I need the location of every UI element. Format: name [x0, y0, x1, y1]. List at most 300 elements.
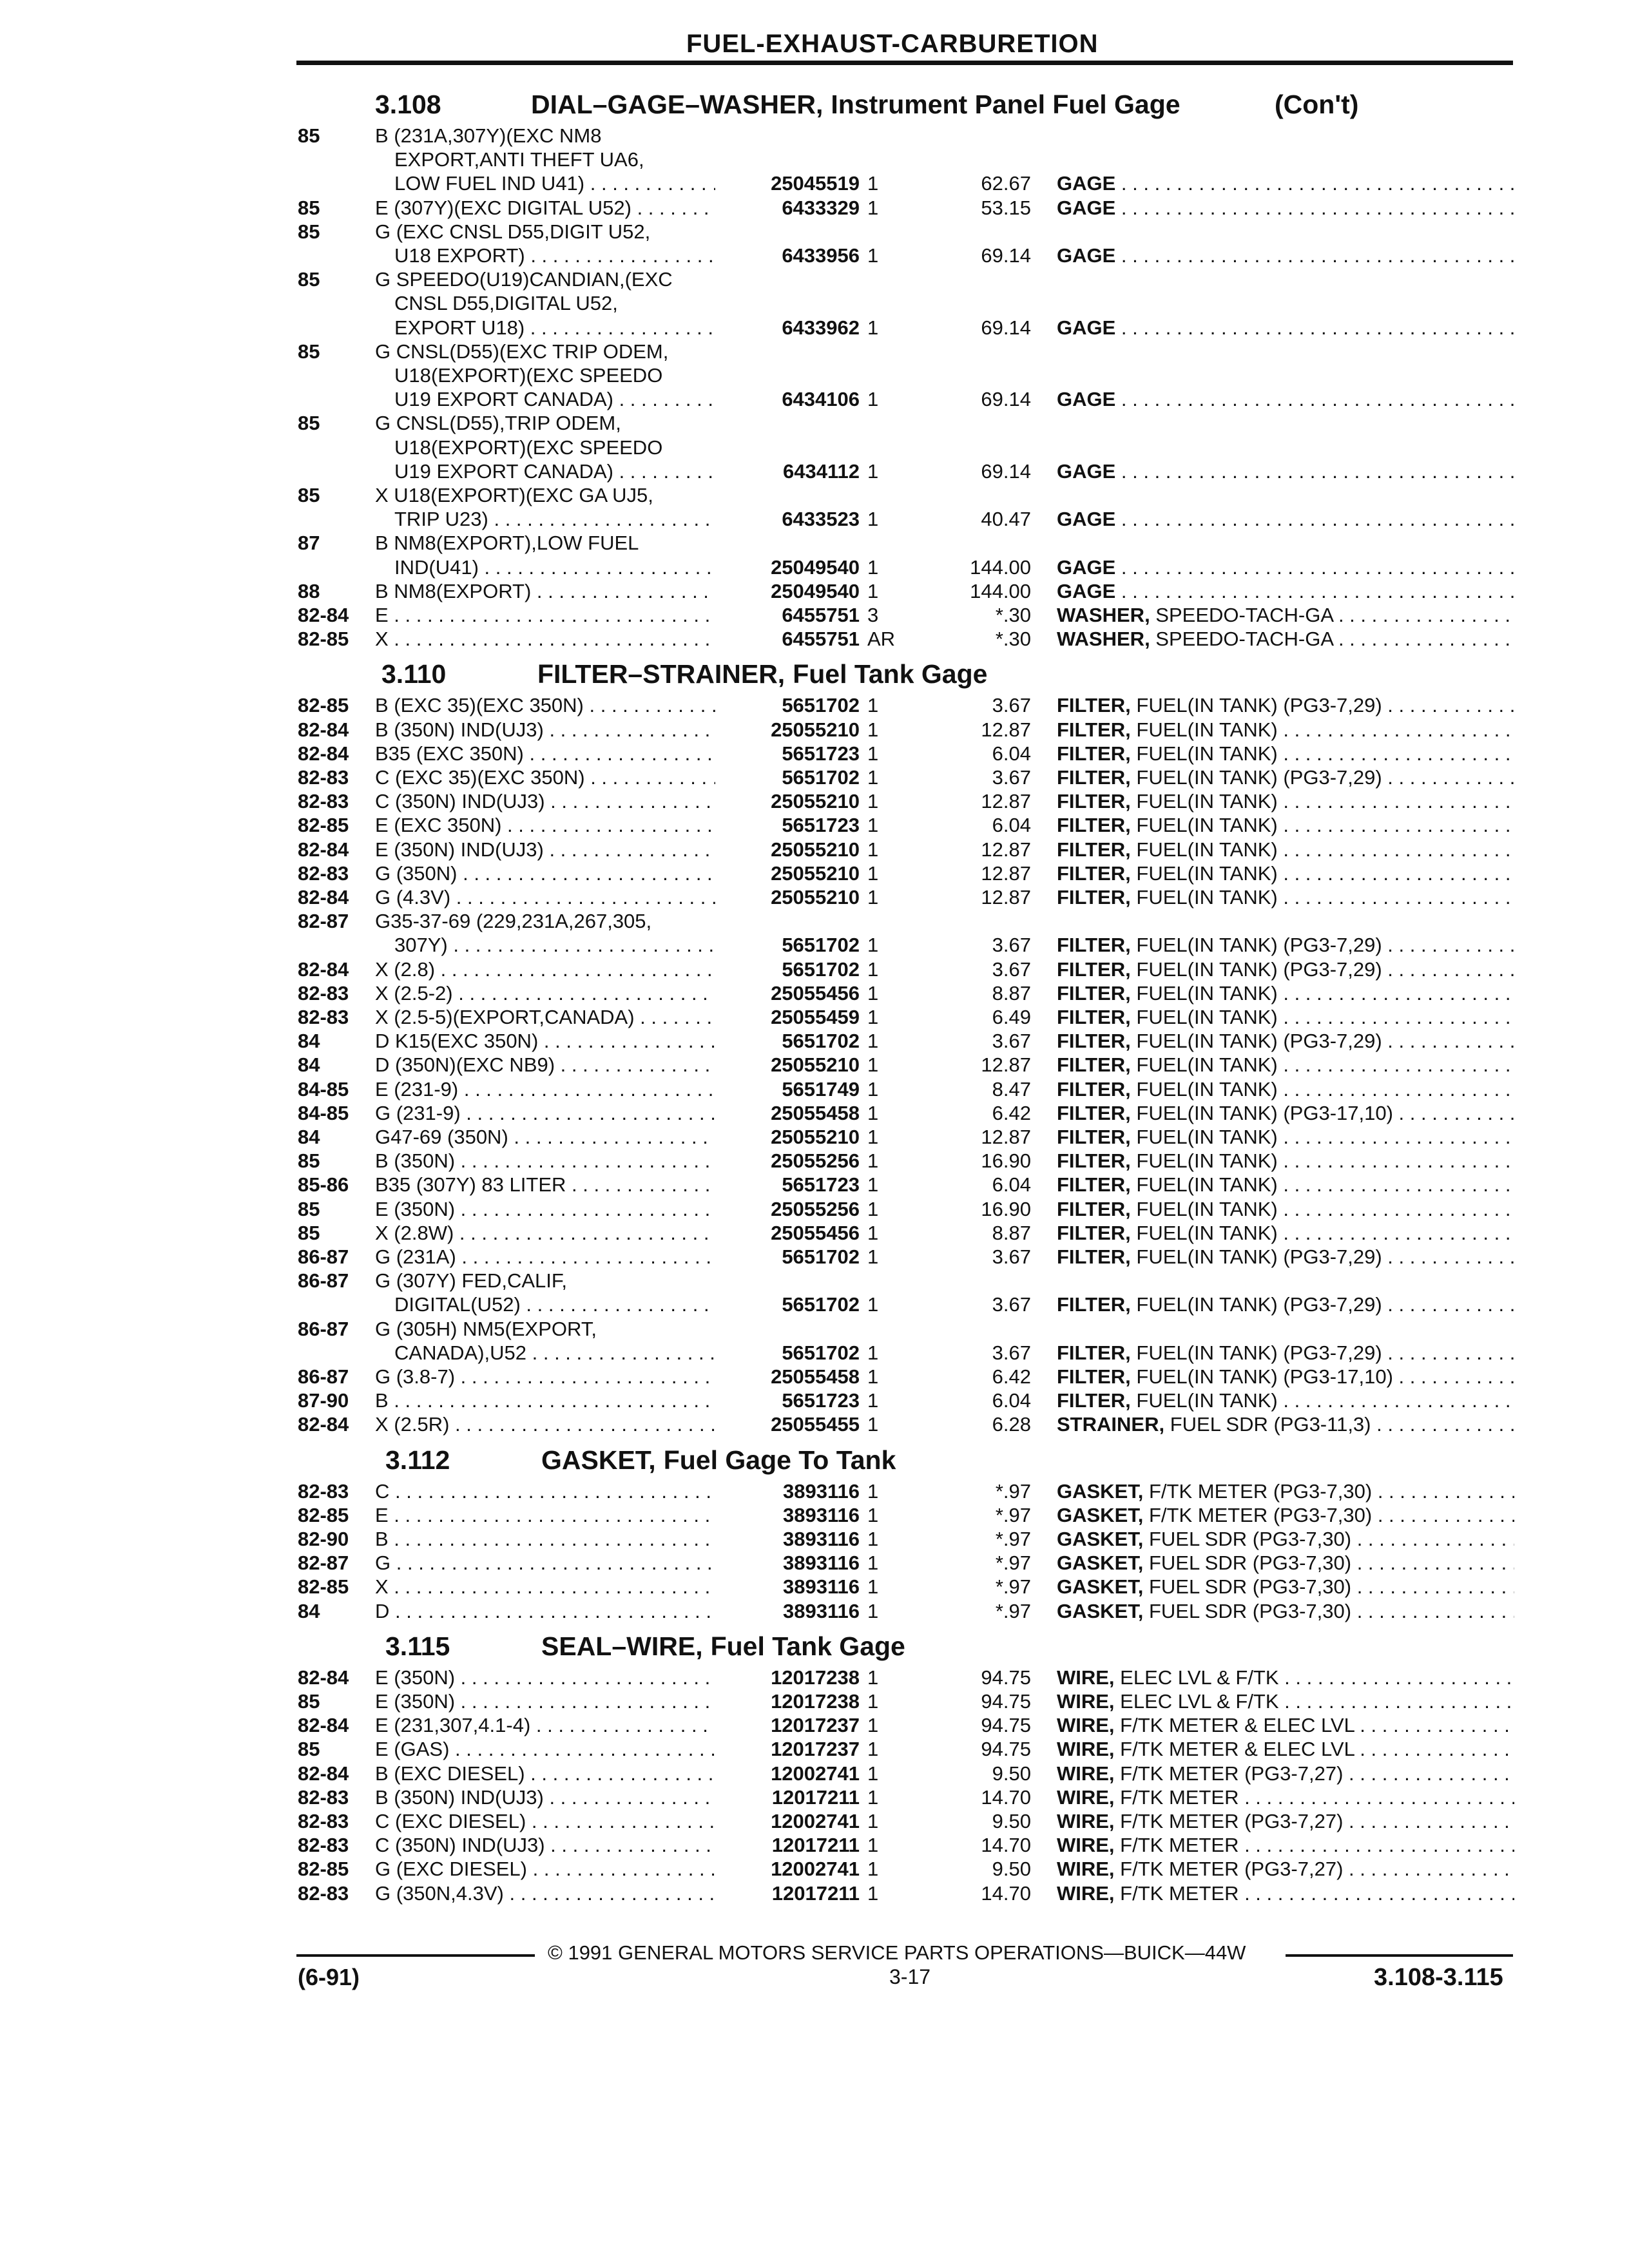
model-year: 85 — [298, 1198, 320, 1220]
quantity: 1 — [867, 556, 879, 579]
section-title-sub: Fuel Tank Gage — [710, 1631, 905, 1661]
usage-description: E (231,307,4.1-4) . . . — [375, 1713, 715, 1737]
price: 94.75 — [981, 1666, 1031, 1689]
price: *.97 — [995, 1600, 1031, 1622]
table-row — [0, 1689, 1629, 1713]
price: 69.14 — [981, 460, 1031, 483]
usage-description: B (350N) IND(UJ3) . . . — [375, 1785, 715, 1809]
part-name — [1057, 1077, 1514, 1101]
table-row — [0, 220, 1629, 244]
part-number: 5651723 — [782, 1389, 860, 1412]
part-name — [1057, 1053, 1514, 1077]
model-year: 82-87 — [298, 910, 349, 932]
part-name-bold: FILTER, — [1057, 1245, 1131, 1268]
part-name-bold: GAGE — [1057, 197, 1116, 219]
usage-description: G (EXC DIESEL) . . . — [375, 1857, 715, 1881]
part-number: 25049540 — [771, 580, 860, 602]
table-row — [0, 1833, 1629, 1857]
part-name-bold: FILTER, — [1057, 766, 1131, 789]
price: 12.87 — [981, 1053, 1031, 1076]
part-name — [1057, 957, 1514, 981]
part-number: 25055210 — [771, 886, 860, 908]
price: 3.67 — [992, 1245, 1031, 1268]
price: *.30 — [995, 604, 1031, 626]
part-number: 3893116 — [783, 1528, 860, 1550]
price: 144.00 — [970, 556, 1031, 579]
part-name-bold: WIRE, — [1057, 1882, 1115, 1905]
part-name-rest: FUEL(IN TANK) (PG3-17,10) — [1130, 1102, 1393, 1124]
price: 69.14 — [981, 388, 1031, 410]
part-name-rest: FUEL(IN TANK) — [1130, 1149, 1278, 1172]
usage-description: B (231A,307Y)(EXC NM8 — [375, 124, 602, 147]
price: 3.67 — [992, 958, 1031, 981]
model-year: 88 — [298, 580, 320, 602]
table-row — [0, 789, 1629, 813]
quantity: 1 — [867, 508, 879, 530]
table-row — [0, 1575, 1629, 1599]
section-title-sub: Fuel Gage To Tank — [663, 1445, 896, 1475]
model-year: 82-85 — [298, 694, 349, 716]
quantity: 1 — [867, 694, 879, 716]
part-number: 5651702 — [782, 934, 860, 956]
usage-description: G (4.3V) . . . — [375, 885, 715, 909]
part-name-rest: FUEL(IN TANK) — [1130, 742, 1278, 765]
table-row — [0, 909, 1629, 933]
model-year: 84 — [298, 1126, 320, 1148]
table-row — [0, 933, 1629, 957]
table-row — [0, 693, 1629, 717]
part-name — [1057, 1245, 1514, 1269]
part-name-rest: FUEL(IN TANK) — [1130, 1126, 1278, 1148]
table-row — [0, 340, 1629, 363]
table-row — [0, 1479, 1629, 1503]
part-name — [1057, 1293, 1514, 1316]
table-row — [0, 124, 1629, 148]
part-name-rest: SPEEDO-TACH-GA — [1150, 604, 1333, 626]
quantity: 1 — [867, 766, 879, 789]
part-number: 3893116 — [783, 1600, 860, 1622]
part-name — [1057, 861, 1514, 885]
table-row — [0, 483, 1629, 507]
part-number: 5651749 — [782, 1078, 860, 1100]
usage-description: E (350N) . . . — [375, 1689, 715, 1713]
part-name-bold: GASKET, — [1057, 1480, 1144, 1503]
footer-rule-right — [1286, 1954, 1513, 1957]
part-number: 12017238 — [771, 1690, 860, 1713]
part-number: 3893116 — [783, 1504, 860, 1526]
usage-description: B NM8(EXPORT),LOW FUEL — [375, 532, 639, 554]
usage-description: C (EXC 35)(EXC 350N) . . . — [375, 765, 715, 789]
usage-description: E (307Y)(EXC DIGITAL U52) . . . — [375, 196, 715, 220]
usage-description: X (2.5-2) . . . — [375, 981, 715, 1005]
usage-description: G (231-9) . . . — [375, 1101, 715, 1125]
usage-description: G (3.8-7) . . . — [375, 1365, 715, 1389]
table-row — [0, 1713, 1629, 1737]
quantity: 1 — [867, 1786, 879, 1809]
usage-description: E . . . — [375, 603, 715, 627]
usage-description: B NM8(EXPORT) . . . — [375, 579, 715, 603]
table-row — [0, 1857, 1629, 1881]
table-row — [0, 1503, 1629, 1527]
table-row — [0, 861, 1629, 885]
quantity: 1 — [867, 1575, 879, 1598]
model-year: 85 — [298, 1690, 320, 1713]
quantity: 1 — [867, 1078, 879, 1100]
quantity: 1 — [867, 1528, 879, 1550]
table-row — [0, 1197, 1629, 1221]
part-name-bold: FILTER, — [1057, 958, 1131, 981]
part-name-bold: WIRE, — [1057, 1738, 1115, 1760]
part-number: 5651723 — [782, 1173, 860, 1196]
model-year: 85 — [298, 268, 320, 291]
model-year: 85 — [298, 1149, 320, 1172]
part-number: 25055210 — [771, 718, 860, 741]
part-name-bold: GAGE — [1057, 172, 1116, 195]
part-name-bold: FILTER, — [1057, 1149, 1131, 1172]
model-year: 82-83 — [298, 1834, 349, 1856]
usage-description: B (350N) IND(UJ3) . . . — [375, 718, 715, 742]
usage-description: D (350N)(EXC NB9) . . . — [375, 1053, 715, 1077]
price: 144.00 — [970, 580, 1031, 602]
table-row — [0, 363, 1629, 387]
usage-description: B . . . — [375, 1527, 715, 1551]
usage-description: 307Y) . . . — [394, 933, 715, 957]
part-name-rest: F/TK METER — [1114, 1786, 1239, 1809]
usage-description: EXPORT U18) . . . — [394, 316, 715, 340]
table-row — [0, 531, 1629, 555]
quantity: AR — [867, 628, 896, 650]
part-name-rest: FUEL(IN TANK) — [1130, 790, 1278, 812]
model-year: 82-83 — [298, 1006, 349, 1028]
price: 3.67 — [992, 1293, 1031, 1316]
part-name-bold: GASKET, — [1057, 1528, 1144, 1550]
part-name-bold: FILTER, — [1057, 814, 1131, 836]
part-name — [1057, 1599, 1514, 1623]
part-name — [1057, 459, 1514, 483]
table-row — [0, 957, 1629, 981]
model-year: 82-83 — [298, 1786, 349, 1809]
part-number: 5651702 — [782, 1245, 860, 1268]
table-row — [0, 291, 1629, 315]
usage-description: C (350N) IND(UJ3) . . . — [375, 789, 715, 813]
usage-description: LOW FUEL IND U41) . . . — [394, 171, 715, 195]
price: 40.47 — [981, 508, 1031, 530]
quantity: 1 — [867, 1293, 879, 1316]
price: 12.87 — [981, 862, 1031, 885]
price: 14.70 — [981, 1786, 1031, 1809]
usage-description: G35-37-69 (229,231A,267,305, — [375, 910, 652, 932]
part-number: 12017211 — [771, 1882, 860, 1905]
part-number: 25055210 — [771, 1053, 860, 1076]
price: 94.75 — [981, 1690, 1031, 1713]
part-name-rest: SPEEDO-TACH-GA — [1150, 628, 1333, 650]
part-number: 5651702 — [782, 694, 860, 716]
usage-description: U18(EXPORT)(EXC SPEEDO — [394, 364, 663, 387]
quantity: 1 — [867, 1858, 879, 1880]
quantity: 1 — [867, 1504, 879, 1526]
model-year: 82-84 — [298, 1714, 349, 1736]
price: 12.87 — [981, 718, 1031, 741]
quantity: 1 — [867, 1714, 879, 1736]
part-name — [1057, 789, 1514, 813]
model-year: 84 — [298, 1030, 320, 1052]
quantity: 1 — [867, 1365, 879, 1388]
model-year: 85 — [298, 484, 320, 506]
table-row — [0, 1785, 1629, 1809]
usage-description: C (EXC DIESEL) . . . — [375, 1809, 715, 1833]
price: *.97 — [995, 1528, 1031, 1550]
section-number: 3.112 — [385, 1445, 450, 1475]
part-number: 3893116 — [783, 1575, 860, 1598]
part-name-bold: WIRE, — [1057, 1858, 1115, 1880]
part-name-rest: F/TK METER (PG3-7,27) — [1114, 1810, 1344, 1832]
part-name-rest: FUEL(IN TANK) — [1130, 718, 1278, 741]
part-name-bold: STRAINER, — [1057, 1413, 1165, 1436]
usage-description: E (350N) IND(UJ3) . . . — [375, 838, 715, 861]
part-name — [1057, 1173, 1514, 1196]
quantity: 1 — [867, 1666, 879, 1689]
part-number: 6455751 — [782, 604, 860, 626]
quantity: 1 — [867, 1834, 879, 1856]
part-number: 25049540 — [771, 556, 860, 579]
table-row — [0, 1666, 1629, 1689]
model-year: 85 — [298, 1738, 320, 1760]
model-year: 82-84 — [298, 742, 349, 765]
quantity: 1 — [867, 1600, 879, 1622]
table-row — [0, 1221, 1629, 1245]
model-year: 82-84 — [298, 958, 349, 981]
table-row — [0, 765, 1629, 789]
part-name — [1057, 1125, 1514, 1149]
part-number: 12017211 — [771, 1786, 860, 1809]
part-number: 25055458 — [771, 1365, 860, 1388]
part-name-rest: F/TK METER (PG3-7,27) — [1114, 1858, 1344, 1880]
table-row — [0, 1125, 1629, 1149]
page-header-title: FUEL-EXHAUST-CARBURETION — [686, 30, 1099, 58]
usage-description: B35 (307Y) 83 LITER . . . — [375, 1173, 715, 1196]
part-name — [1057, 1005, 1514, 1029]
model-year: 85-86 — [298, 1173, 349, 1196]
price: *.97 — [995, 1504, 1031, 1526]
model-year: 86-87 — [298, 1365, 349, 1388]
quantity: 1 — [867, 316, 879, 339]
part-number: 12002741 — [771, 1810, 860, 1832]
quantity: 1 — [867, 1053, 879, 1076]
price: 16.90 — [981, 1198, 1031, 1220]
part-number: 25055455 — [771, 1413, 860, 1436]
price: 6.42 — [992, 1365, 1031, 1388]
usage-description: D . . . — [375, 1599, 715, 1623]
part-name-bold: FILTER, — [1057, 1102, 1131, 1124]
part-name-rest: ELEC LVL & F/TK — [1114, 1666, 1279, 1689]
table-row — [0, 1527, 1629, 1551]
table-row — [0, 813, 1629, 837]
model-year: 82-84 — [298, 1666, 349, 1689]
table-row — [0, 1173, 1629, 1196]
part-name-bold: GAGE — [1057, 556, 1116, 579]
part-name — [1057, 1809, 1514, 1833]
model-year: 82-85 — [298, 1504, 349, 1526]
price: 3.67 — [992, 934, 1031, 956]
part-number: 6433329 — [782, 197, 860, 219]
model-year: 82-84 — [298, 604, 349, 626]
price: 94.75 — [981, 1738, 1031, 1760]
part-name — [1057, 507, 1514, 531]
part-name-rest: FUEL(IN TANK) — [1130, 1078, 1278, 1100]
part-name-rest: FUEL(IN TANK) — [1130, 1053, 1278, 1076]
table-row — [0, 1077, 1629, 1101]
part-number: 6434106 — [782, 388, 860, 410]
part-name-rest: FUEL SDR (PG3-7,30) — [1143, 1552, 1352, 1574]
part-number: 6434112 — [783, 460, 860, 483]
part-name-rest: F/TK METER (PG3-7,27) — [1114, 1762, 1344, 1785]
part-name-rest: FUEL(IN TANK) (PG3-7,29) — [1130, 958, 1382, 981]
usage-description: G (EXC CNSL D55,DIGIT U52, — [375, 220, 651, 243]
price: 6.04 — [992, 742, 1031, 765]
part-name-rest: FUEL(IN TANK) (PG3-7,29) — [1130, 1030, 1382, 1052]
part-name-rest: FUEL(IN TANK) — [1130, 862, 1278, 885]
usage-description: DIGITAL(U52) . . . — [394, 1293, 715, 1316]
part-name-bold: WIRE, — [1057, 1666, 1115, 1689]
quantity: 1 — [867, 718, 879, 741]
part-number: 25055256 — [771, 1198, 860, 1220]
usage-description: B (EXC 35)(EXC 350N) . . . — [375, 693, 715, 717]
price: 3.67 — [992, 1030, 1031, 1052]
price: 9.50 — [992, 1810, 1031, 1832]
table-row — [0, 507, 1629, 531]
price: 94.75 — [981, 1714, 1031, 1736]
quantity: 1 — [867, 244, 879, 267]
part-number: 25055456 — [771, 982, 860, 1004]
part-name — [1057, 1666, 1514, 1689]
part-name — [1057, 765, 1514, 789]
model-year: 87 — [298, 532, 320, 554]
part-number: 12017238 — [771, 1666, 860, 1689]
price: 6.42 — [992, 1102, 1031, 1124]
part-name — [1057, 718, 1514, 742]
part-name-bold: FILTER, — [1057, 934, 1131, 956]
usage-description: X . . . — [375, 627, 715, 651]
price: 8.87 — [992, 982, 1031, 1004]
quantity: 1 — [867, 1126, 879, 1148]
part-name-bold: FILTER, — [1057, 790, 1131, 812]
part-number: 25055459 — [771, 1006, 860, 1028]
quantity: 1 — [867, 958, 879, 981]
model-year: 84 — [298, 1053, 320, 1076]
usage-description: CANADA),U52 . . . — [394, 1341, 715, 1365]
part-name-bold: GASKET, — [1057, 1552, 1144, 1574]
table-row — [0, 267, 1629, 291]
part-number: 12017211 — [771, 1834, 860, 1856]
price: 6.49 — [992, 1006, 1031, 1028]
quantity: 1 — [867, 1480, 879, 1503]
model-year: 85 — [298, 412, 320, 434]
table-row — [0, 1762, 1629, 1785]
usage-description: B35 (EXC 350N) . . . — [375, 742, 715, 765]
price: 6.04 — [992, 1173, 1031, 1196]
part-number: 12017237 — [771, 1714, 860, 1736]
section-title-main: SEAL–WIRE, — [541, 1631, 703, 1661]
section-continued: (Con't) — [1275, 90, 1359, 119]
quantity: 1 — [867, 1413, 879, 1436]
price: 3.67 — [992, 1341, 1031, 1364]
model-year: 82-84 — [298, 718, 349, 741]
quantity: 1 — [867, 1810, 879, 1832]
table-row — [0, 1341, 1629, 1365]
table-row — [0, 1029, 1629, 1053]
price: *.97 — [995, 1552, 1031, 1574]
quantity: 1 — [867, 1245, 879, 1268]
table-row — [0, 411, 1629, 435]
section-title — [541, 1627, 905, 1666]
price: *.30 — [995, 628, 1031, 650]
section-number: 3.108 — [375, 90, 441, 119]
price: 69.14 — [981, 244, 1031, 267]
part-name — [1057, 981, 1514, 1005]
quantity: 1 — [867, 1882, 879, 1905]
part-name — [1057, 1412, 1514, 1436]
quantity: 1 — [867, 1030, 879, 1052]
quantity: 1 — [867, 1738, 879, 1760]
usage-description: X (2.8) . . . — [375, 957, 715, 981]
usage-description: X (2.8W) . . . — [375, 1221, 715, 1245]
part-name-rest: FUEL(IN TANK) — [1130, 886, 1278, 908]
part-name-bold: WIRE, — [1057, 1690, 1115, 1713]
part-name — [1057, 933, 1514, 957]
model-year: 82-84 — [298, 886, 349, 908]
part-name-bold: FILTER, — [1057, 838, 1131, 861]
model-year: 82-85 — [298, 1858, 349, 1880]
model-year: 82-87 — [298, 1552, 349, 1574]
model-year: 84-85 — [298, 1078, 349, 1100]
part-name — [1057, 1833, 1514, 1857]
part-name — [1057, 1149, 1514, 1173]
usage-description: G (350N,4.3V) . . . — [375, 1881, 715, 1905]
footer-date: (6-91) — [298, 1964, 360, 1990]
part-number: 3893116 — [783, 1552, 860, 1574]
section-title — [531, 85, 1181, 124]
part-name-bold: WASHER, — [1057, 628, 1150, 650]
price: *.97 — [995, 1480, 1031, 1503]
quantity: 1 — [867, 197, 879, 219]
part-number: 5651702 — [782, 1030, 860, 1052]
usage-description: E (350N) . . . — [375, 1666, 715, 1689]
part-number: 25055210 — [771, 1126, 860, 1148]
part-name-rest: FUEL(IN TANK) (PG3-7,29) — [1130, 1341, 1382, 1364]
quantity: 1 — [867, 1222, 879, 1244]
quantity: 1 — [867, 1389, 879, 1412]
part-name-bold: WIRE, — [1057, 1834, 1115, 1856]
price: 12.87 — [981, 838, 1031, 861]
part-number: 12002741 — [771, 1858, 860, 1880]
quantity: 1 — [867, 172, 879, 195]
model-year: 82-83 — [298, 1480, 349, 1503]
part-name — [1057, 693, 1514, 717]
model-year: 87-90 — [298, 1389, 349, 1412]
part-name — [1057, 1737, 1514, 1761]
part-name — [1057, 1221, 1514, 1245]
part-name — [1057, 1689, 1514, 1713]
part-name-bold: WIRE, — [1057, 1810, 1115, 1832]
part-name — [1057, 742, 1514, 765]
usage-description: E (GAS) . . . — [375, 1737, 715, 1761]
part-number: 5651702 — [782, 766, 860, 789]
part-name-rest: FUEL(IN TANK) (PG3-17,10) — [1130, 1365, 1393, 1388]
part-name — [1057, 1479, 1514, 1503]
usage-description: G (307Y) FED,CALIF, — [375, 1269, 568, 1292]
usage-description: U19 EXPORT CANADA) . . . — [394, 387, 715, 411]
part-name-bold: WIRE, — [1057, 1786, 1115, 1809]
